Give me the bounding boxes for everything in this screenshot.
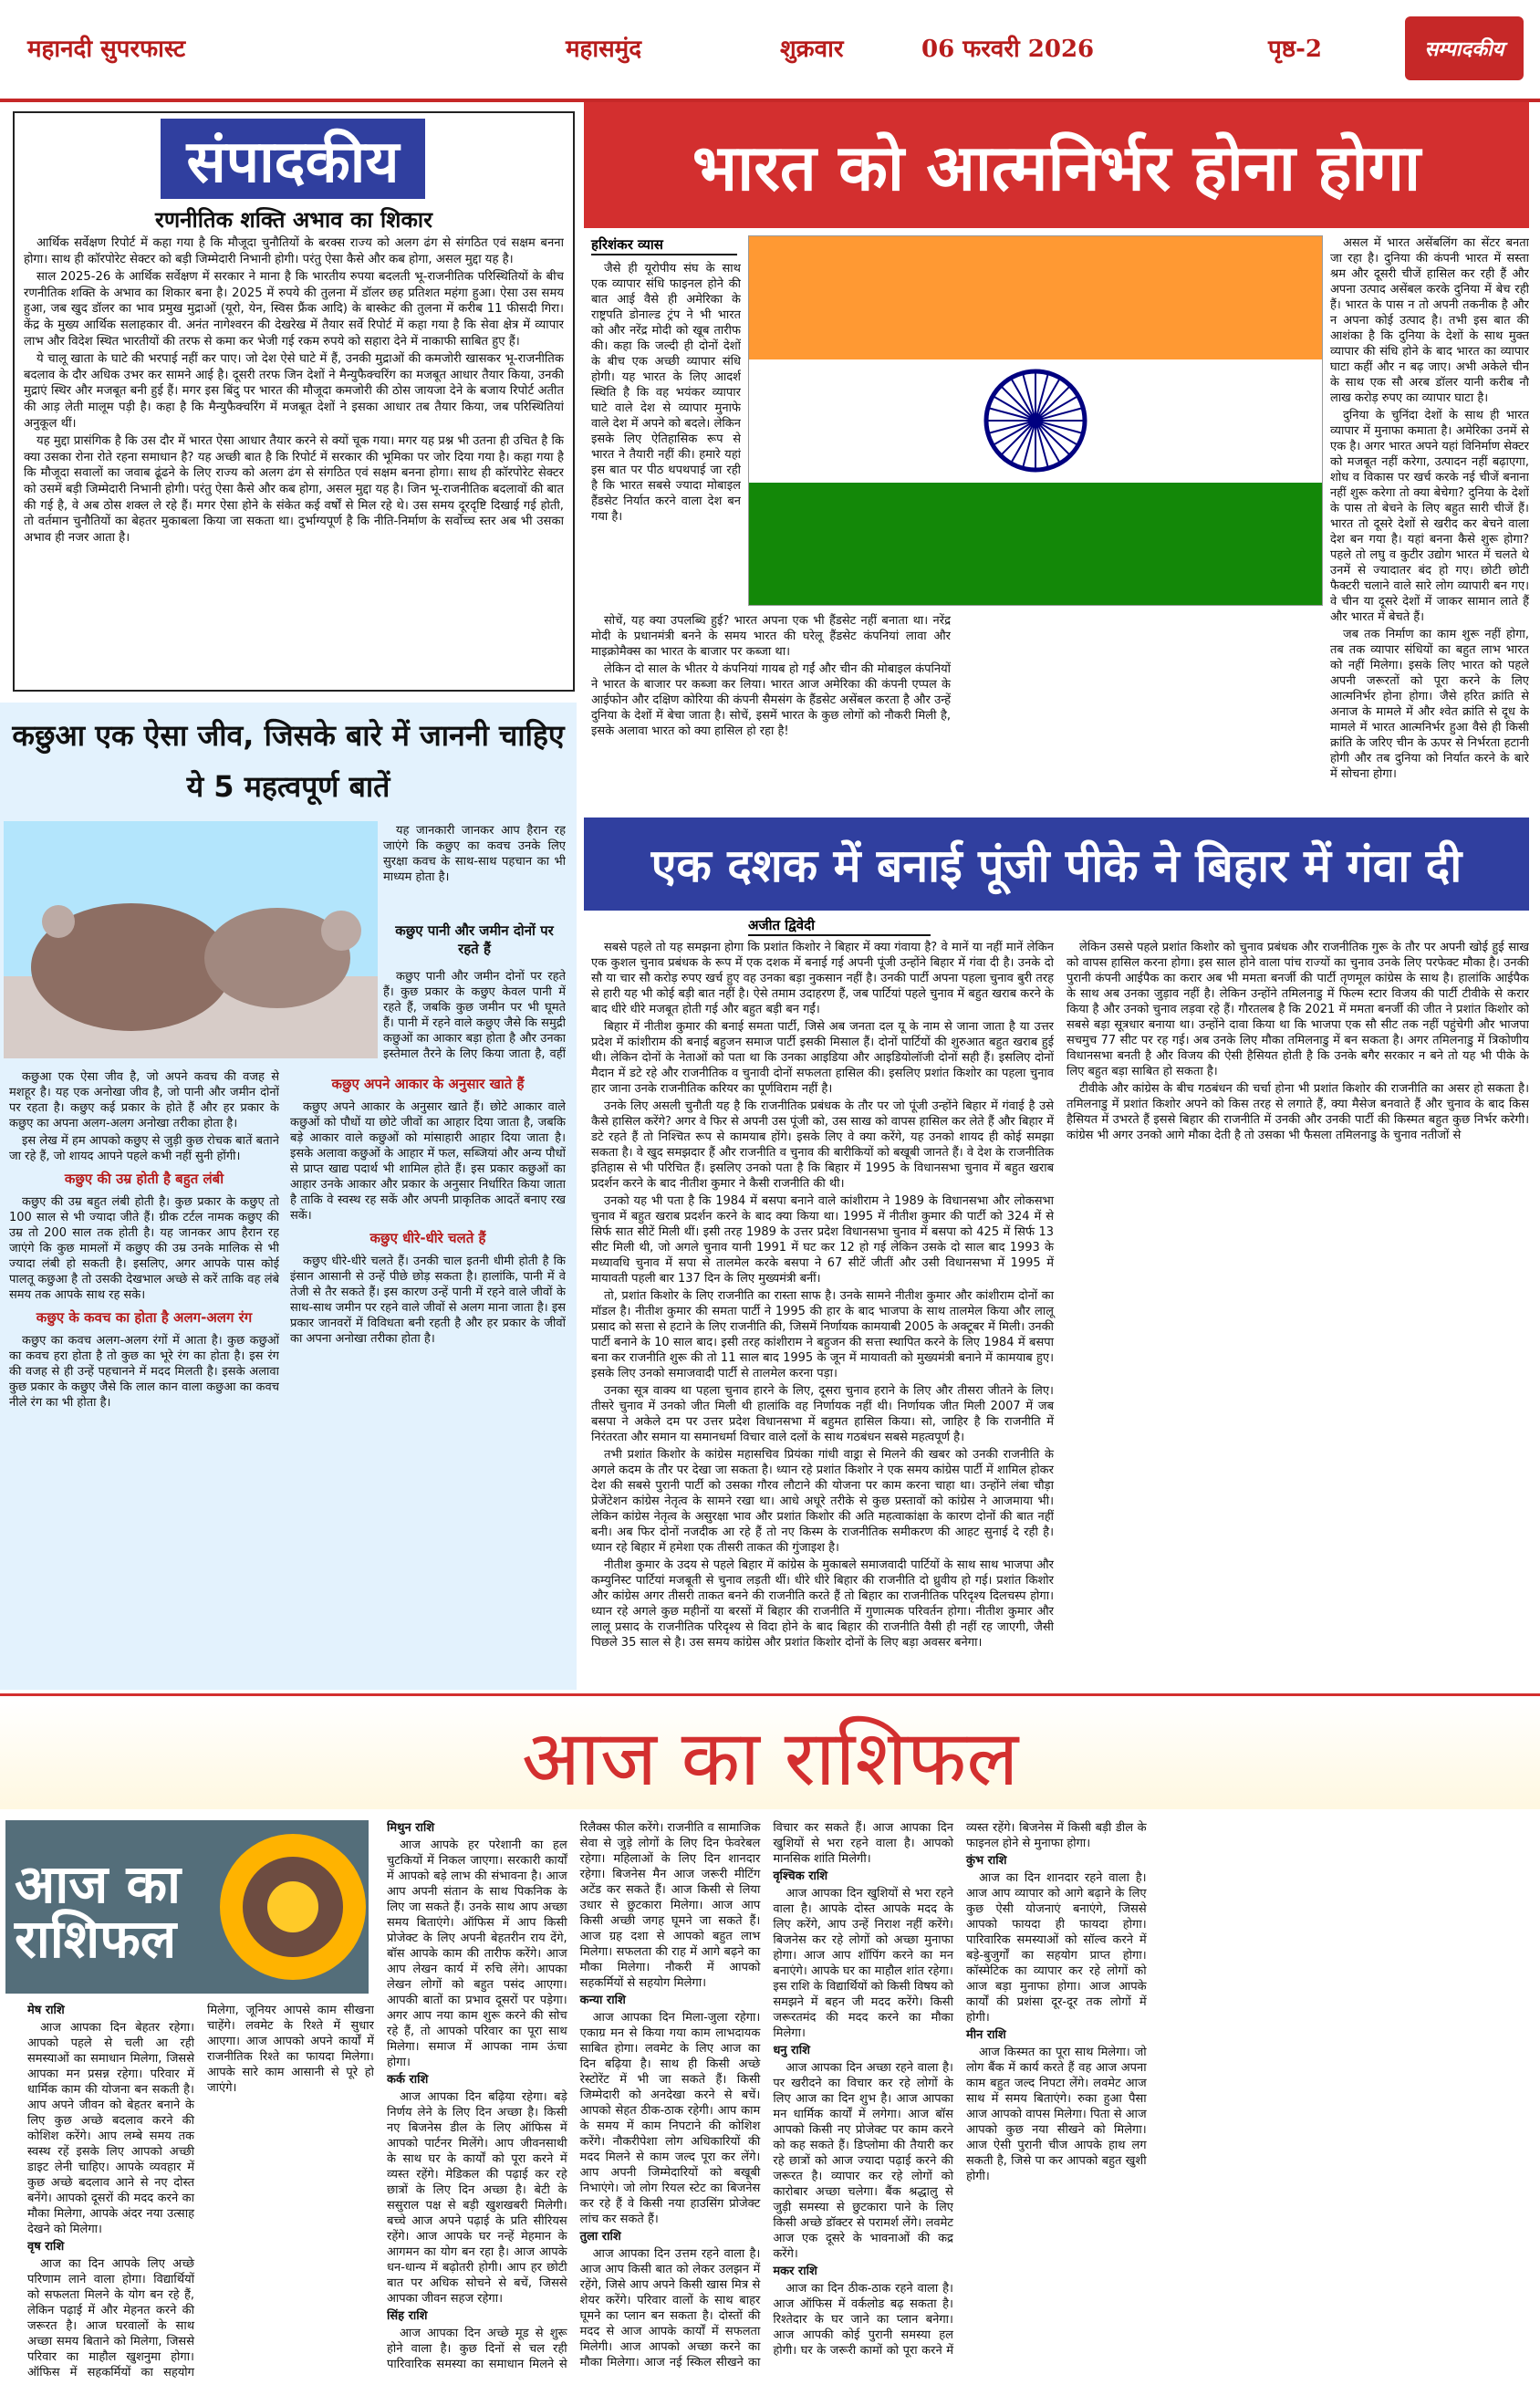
main-paragraph: जैसे ही यूरोपीय संघ के साथ एक व्यापार संधि फाइनल होने की बात आई वैसे ही अमेरिका के राष्ट्रपति डोनाल्ड ट्रंप ने भी भारत को और नरेंद्र मोदी को खूब तारीफ की। कहा कि जल्दी ही दोनों देशों के बीच एक अच्छी व्यापार संधि होगी। यह भारत के लिए आदर्श स्थिति है कि वह भयंकर व्यापार घाटे वाले देश से व्यापार मुनाफे वाले देश में अपने को बदले। लेकिन इसके लिए ऐतिहासिक रूप से भारत ने तैयारी नहीं की। हमारे यहां इस बात पर पीठ थपथपाई जा रही है कि भारत सबसे ज्यादा मोबाइल हैंडसेट निर्यात करने वाला देश बन गया है। xyxy=(591,262,741,524)
horoscope-image xyxy=(5,1820,369,1994)
main-paragraph: असल में भारत असेंबलिंग का सेंटर बनता जा रहा है। दुनिया की कंपनी भारत में सस्ता श्रम और दूसरी चीजें हासिल कर रही हैं और अपना उत्पाद असेंबल करके दुनिया में बेच रही हैं। भारत के पास न तो अपनी तकनीक है और न अपना कोई उत्पाद है। तभी इस बात की आशंका है कि दुनिया के देशों के साथ मुक्त व्यापार की संधि होने के बाद भारत का व्यापार घाटा कहीं और न बढ़ जाए। अभी अकेले चीन के साथ एक सौ अरब डॉलर यानी करीब नौ लाख करोड़ रुपए का व्यापार घाटा है। xyxy=(1330,236,1529,405)
section-logo xyxy=(1405,16,1524,80)
rashi-name: मिथुन राशि xyxy=(387,1821,435,1835)
city: महासमुंद xyxy=(566,36,642,63)
turtle-paragraph: इस लेख में हम आपको कछुए से जुड़ी कुछ रोचक बातें बताने जा रहे हैं, जो शायद आपने पहले कभी नहीं सुनी होंगी। xyxy=(9,1134,279,1163)
pk-paragraph: उनके लिए असली चुनौती यह है कि राजनीतिक प्रबंधक के तौर पर जो पूंजी उन्होंने बिहार में गंवाई है उसे कैसे हासिल करेंगे? अगर वे फिर से अपनी उस पूंजी को, उस साख को वापस हासिल कर लेते हैं और बिहार में डटे रहते हैं तो निश्चित रूप से कामयाब होंगे। इसके लिए वे क्या करेंगे, यह उनको शायद ही कोई समझा सकता है। वे खुद समझदार हैं और राजनीति व चुनाव की बारीकियों को बखूबी जानते हैं। वे देश के राजनीतिक इतिहास से भी परिचित हैं। इसलिए उनको पता है कि बिहार में 1995 के विधानसभा चुनाव में बहुत खराब प्रदर्शन करने के बाद नीतीश कुमार ने कैसी राजनीति की थी। xyxy=(591,1099,1054,1191)
turtle-section-heading: कछुए पानी और जमीन दोनों पर रहते हैं xyxy=(395,922,554,957)
pk-paragraph: टीवीके और कांग्रेस के बीच गठबंधन की चर्चा होना भी प्रशांत किशोर की राजनीति का असर हो सकता है। तमिलनाडु में प्रशांत किशोर अपने को किस तरह से लगाते हैं, क्या मैसेज बनवाते हैं और चुनाव के बाद किस हैसियत में उभरते हैं इससे बिहार की राजनीति में उनकी और उनकी पार्टी की किस्मत बहुत कुछ निर्भर करेगी। कांग्रेस भी अगर उनको आगे मौका देती है तो उसका भी फैसला तमिलनाडु के चुनाव नतीजों से xyxy=(1067,1082,1529,1142)
turtle-section-heading: कछुए धीरे-धीरे चलते हैं xyxy=(369,1230,486,1246)
ashoka-chakra-icon xyxy=(981,366,1090,475)
turtle-section-heading: कछुए के कवच का होता है अलग-अलग रंग xyxy=(36,1309,253,1326)
turtle-section-heading: कछुए की उम्र होती है बहुत लंबी xyxy=(64,1171,224,1187)
indian-flag-image xyxy=(748,235,1323,606)
pk-paragraph: बिहार में नीतीश कुमार की बनाई समता पार्टी, जिसे अब जनता दल यू के नाम से जाना जाता है या उत्तर प्रदेश में कांशीराम की बनाई बहुजन समाज पार्टी इसकी मिसाल हैं। दोनों पार्टियों की शुरुआत बहुत खराब हुई थी। लेकिन दोनों के नेताओं को पता था कि उनका आइडिया और आइडियोलॉजी दोनों सही हैं। इसलिए दोनों मैदान में डटे रहे और राजनीतिक व चुनावी दोनों सफलता हासिल की। इसलिए प्रशांत किशोर का पहला चुनाव हार जाना उनके राजनीतिक करियर का पूर्णविराम नहीं है। xyxy=(591,1020,1054,1096)
main-headline: भारत को आत्मनिर्भर होना होगा xyxy=(584,102,1529,228)
rashi-text: आज का दिन ठीक-ठाक रहने वाला है। आज ऑफिस में वर्कलोड बढ़ सकता है। रिश्तेदार के घर जाने का प्लान बनेगा। आज आपकी कोई पुरानी समस्या हल होगी। घर के जरूरी कामों को पूरा करने में व्यस्त रहेंगे। बिजनेस में किसी बड़ी डील के फाइनल होने से मुनाफा होगा। xyxy=(773,1821,1147,2358)
turtle-section-paragraph: कछुए अपने आकार के अनुसार खाते हैं। छोटे आकार वाले कछुओं को पौधों या छोटे जीवों का आहार दिया जाता है, जबकि बड़े आकार वाले कछुओं को मांसाहारी आहार दिया जाता है। इसके अलावा कछुओं के आहार में फल, सब्जियां और अन्य पौधों से प्राप्त खाद्य पदार्थ भी शामिल होते हैं। इस प्रकार कछुओं का आहार उनके आकार और प्रकार के अनुसार निर्धारित किया जाता है ताकि वे स्वस्थ रह सकें और अपनी प्राकृतिक आदतें बनाए रख सकें। xyxy=(290,1100,566,1223)
rashi-name: मीन राशि xyxy=(965,2028,1006,2042)
turtle-section-heading: कछुए अपने आकार के अनुसार खाते हैं xyxy=(331,1076,525,1092)
turtle-section-paragraph: कछुए की उम्र बहुत लंबी होती है। कुछ प्रकार के कछुए तो 100 साल से भी ज्यादा जीते हैं। ग्रीक टर्टल नामक कछुए की उम्र तो 200 साल तक होती है। यह जानकर आप हैरान रह जाएंगे कि कुछ मामलों में कछुए की उम्र उनके मालिक से भी ज्यादा लंबी हो सकती है। इसलिए, अगर आपके पास कोई पालतू कछुआ है तो उसकी देखभाल अच्छे से करें ताकि वह लंबे समय तक आपके साथ रह सके। xyxy=(9,1195,279,1302)
main-article-col-right xyxy=(1330,235,1529,812)
editorial-paragraph: आर्थिक सर्वेक्षण रिपोर्ट में कहा गया है कि मौजूदा चुनौतियों के बरक्स राज्य को अलग ढंग से संगठित एवं सक्षम बनना होगा। साथ ही कॉरपोरेट सेक्टर को बड़ी जिम्मेदारी निभानी होगी। परंतु ऐसा कैसे और कब होगा, असल मुद्दा यह है। xyxy=(24,236,564,266)
day: शुक्रवार xyxy=(780,36,844,63)
turtle-section-paragraph: कछुए पानी और जमीन दोनों पर रहते हैं। कुछ प्रकार के कछुए केवल पानी में रहते हैं, जबकि कुछ जमीन पर भी घूमते हैं। पानी में रहने वाले कछुए जैसे कि समुद्री कछुओं का आकार बड़ा होता है और उनका इस्तेमाल तैरने के लिए किया जाता है, वहीं xyxy=(383,970,566,1061)
pk-article-body xyxy=(591,940,1529,1682)
turtle-photo xyxy=(4,821,378,1058)
editorial-paragraph: यह मुद्दा प्रासंगिक है कि उस दौर में भारत ऐसा आधार तैयार करने से क्यों चूक गया। मगर यह प्रश्न भी उतना ही उचित है कि क्या उसका रोना रोते रहना समाधान है? यह अच्छी बात है कि रिपोर्ट में सरकार की भूमिका पर जोर दिया गया है। कहा गया है कि मौजूदा सवालों का जवाब ढूंढने के लिए राज्य को अलग ढंग से संगठित एवं सक्षम बनना होगा। साथ ही कॉरपोरेट सेक्टर को उसमें बड़ी जिम्मेदारी निभानी होगी। परंतु ऐसा कैसे और कब होगा, असल मुद्दा यह है। जिन भू-राजनीतिक बदलावों की बात की गई है, वे अब ठोस शक्ल ले रहे हैं। मगर ऐसा होने के संकेत कई वर्षों से मिल रहे थे। उस समय दूरदृष्टि दिखाई गई होती, तो वर्तमान चुनौतियों का बेहतर मुकाबला किया जा सकता था। दुर्भाग्यपूर्ण है कि नीति-निर्माण के सर्वोच्च स्तर अब भी उसका अभाव ही नजर आता है। xyxy=(24,434,564,545)
main-paragraph: दुनिया के चुनिंदा देशों के साथ ही भारत व्यापार में मुनाफा कमाता है। अमेरिका उनमें से एक है। अगर भारत अपने यहां विनिर्माण सेक्टर को मजबूत नहीं करेगा, उत्पादन नहीं बढ़ाएगा, शोध व विकास पर खर्च करके नई चीजें बनाना नहीं शुरू करेगा तो क्या बेचेगा? दुनिया के देशों के पास तो बेचने के लिए बहुत सारी चीजें हैं। भारत तो दूसरे देशों से खरीद कर बेचने वाला देश बन गया है। यहां बनना कैसे शुरू होगा? पहले तो लघु व कुटीर उद्योग भारत में चलते थे उनमें से ज्यादातर बंद हो गए। छोटी छोटी फैक्टरी चलाने वाले सारे लोग व्यापारी बन गए। वे चीन या दूसरे देशों में जाकर सामान लाते हैं और भारत में बेचते हैं। xyxy=(1330,409,1529,624)
main-byline: हरिशंकर व्यास xyxy=(591,235,737,255)
flag-green-band xyxy=(749,483,1322,605)
editorial-box xyxy=(13,111,575,692)
rashi-name: सिंह राशि xyxy=(387,2309,428,2323)
rashi-text: आज आपका दिन बेहतर रहेगा। आपको पहले से चली आ रही समस्याओं का समाधान मिलेगा, जिससे आपका मन प्रसन्न रहेगा। परिवार में धार्मिक काम की योजना बन सकती है। आप अपने जीवन को बेहतर बनाने के लिए कुछ अच्छे बदलाव करने की कोशिश करेंगे। आप लम्बे समय तक स्वस्थ रहें इसके लिए आपको अच्छी डाइट लेनी चाहिए। आपके व्यवहार में कुछ अच्छे बदलाव आने से नए दोस्त बनेंगे। आपको दूसरों की मदद करने का मौका मिलेगा, आपके अंदर नया उत्साह देखने को मिलेगा। xyxy=(27,2021,194,2236)
turtle-right-column xyxy=(290,1069,566,1668)
rashi-text: आज आपका दिन अच्छे मूड से शुरू होने वाला है। कुछ दिनों से चल रही पारिवारिक समस्या का समाधान मिलने से रिलैक्स फील करेंगे। राजनीति व सामाजिक सेवा से जुड़े लोगों के लिए दिन फेवरेबल रहेगा। महिलाओं के लिए दिन शानदार रहेगा। बिजनेस मैन आज जरूरी मीटिंग अटेंड कर सकते हैं। आज किसी से लिया उधार से छुटकारा मिलेगा। आज आप किसी अच्छी जगह घूमने जा सकते हैं। आज ग्रह दशा से आपको बहुत लाभ मिलेगा। सफलता की राह में आगे बढ़ने का मौका मिलेगा। नौकरी में आपको सहकर्मियों से सहयोग मिलेगा। xyxy=(387,1821,761,2371)
horoscope-image-caption: आज का राशिफल xyxy=(15,1853,182,1970)
page-number: पृष्ठ-2 xyxy=(1268,36,1322,63)
flag-saffron-band xyxy=(749,236,1322,359)
rashi-name: मेष राशि xyxy=(27,2004,65,2017)
rashi-text: आज आपका दिन उत्तम रहने वाला है। आज आप किसी बात को लेकर उलझन में रहेंगे, जिसे आप अपने किसी खास मित्र से शेयर करेंगे। परिवार वालों के साथ बाहर घूमने का प्लान बन सकता है। दोस्तों की मदद से आज आपके कार्यों में सफलता मिलेगी। आज आपको अच्छा करने का मौका मिलेगा। आज नई स्किल सीखने का विचार कर सकते हैं। आज आपका दिन खुशियों से भरा रहने वाला है। आपको मानसिक शांति मिलेगी। xyxy=(579,1821,953,2369)
rashi-text: आज का दिन शानदार रहने वाला है। आज आप व्यापार को आगे बढ़ाने के लिए कुछ ऐसी योजनाएं बनाएंगे, जिससे आपको फायदा ही फायदा होगा। पारिवारिक समस्याओं को सॉल्व करने में बड़े-बुजुर्गों का सहयोग प्राप्त होगा। कॉस्मेटिक का व्यापार कर रहे लोगों को आज बड़ा मुनाफा होगा। आज आपके कार्यों की प्रशंसा दूर-दूर तक लोगों में होगी। xyxy=(965,1871,1147,2025)
main-paragraph: जब तक निर्माण का काम शुरू नहीं होगा, तब तक व्यापार संधियों का बहुत लाभ भारत को नहीं मिलेगा। इसके लिए भारत को पहले अपनी जरूरतों को पूरा करने के लिए आत्मनिर्भर होना होगा। जैसे हरित क्रांति से अनाज के मामले में और श्वेत क्रांति से दूध के मामले में भारत आत्मनिर्भर हुआ वैसे ही किसी क्रांति के जरिए चीन के ऊपर से निर्भरता हटानी होगी और तब दुनिया को निर्यात करने के बारे में सोचना होगा। xyxy=(1330,628,1529,781)
editorial-paragraph: साल 2025-26 के आर्थिक सर्वेक्षण में सरकार ने माना है कि भारतीय रुपया बदलती भू-राजनीतिक परिस्थितियों के बीच रणनीतिक शक्ति के अभाव का शिकार बना है। 2025 में रुपये की तुलना में डॉलर छह प्रतिशत महंगा हुआ। ऐसा उस समय हुआ, जब खुद डॉलर का भाव प्रमुख मुद्राओं (यूरो, येन, स्विस फ्रैंक आदि) के बास्केट की तुलना में करीब 11 फीसदी गिरा। केंद्र के मुख्य आर्थिक सलाहकार वी. अनंत नागेश्वरन की देखरेख में तैयार सर्वे रिपोर्ट में कहा गया है कि सेवा क्षेत्र में व्यापार लाभ और विदेश स्थित भारतीयों की तरफ से कमा कर भेजी गई रकम रुपये को सहारा देने में नाकाफी साबित हुए हैं। xyxy=(24,270,564,349)
rashi-name: कर्क राशि xyxy=(387,2073,429,2087)
pk-paragraph: तभी प्रशांत किशोर के कांग्रेस महासचिव प्रियंका गांधी वाड्रा से मिलने की खबर को उनकी राजनीति के अगले कदम के तौर पर देखा जा सकता है। ध्यान रहे प्रशांत किशोर ने एक समय कांग्रेस पार्टी में शामिल होकर देश की सबसे पुरानी पार्टी को उसका गौरव लौटाने की योजना पर काम करना चाहा था। उन्होंने लंबा चौड़ा प्रेजेंटेशन कांग्रेस नेतृत्व के सामने रखा था। आधे अधूरे तरीके से कुछ प्रस्तावों को कांग्रेस ने आजमाया भी। लेकिन कांग्रेस नेतृत्व के असुरक्षा भाव और प्रशांत किशोर की अति महत्वाकांक्षा के कारण दोनों की बात नहीं बनी। अब फिर दोनों नजदीक आ रहे हैं तो नए किस्म के राजनीतिक समीकरण की आहट सुनाई दे रही है। ध्यान रहे बिहार में हमेशा एक तीसरी ताकत की गुंजाइश है। xyxy=(591,1448,1054,1555)
editorial-heading: संपादकीय xyxy=(161,119,425,199)
editorial-subtitle: रणनीतिक शक्ति अभाव का शिकार xyxy=(155,207,432,233)
rashi-name: वृश्चिक राशि xyxy=(773,1869,828,1883)
main-article-col-center xyxy=(591,613,1323,812)
editorial-body xyxy=(24,235,564,686)
turtle-intro-text: यह जानकारी जानकर आप हैरान रह जाएंगे कि कछुए का कवच उनके लिए सुरक्षा कवच के साथ-साथ पहचान का भी माध्यम होता है। xyxy=(383,824,566,884)
turtle-section-paragraph: कछुए धीरे-धीरे चलते हैं। उनकी चाल इतनी धीमी होती है कि इंसान आसानी से उन्हें पीछे छोड़ सकता है। हालांकि, पानी में वे तेजी से तैर सकते हैं। इस कारण उन्हें पानी में रहने वाले जीवों के साथ-साथ जमीन पर रहने वाले जीवों से अलग माना जाता है। इस प्रकार जानवरों में विविधता बनी रहती है और हर प्रकार के जीवों का अपना अनोखा तरीका होता है। xyxy=(290,1255,566,1346)
horoscope-banner: आज का राशिफल xyxy=(0,1700,1540,1809)
rashi-text: आज आपका दिन बढ़िया रहेगा। बड़े निर्णय लेने के लिए दिन अच्छा है। किसी नए बिजनेस डील के लिए ऑफिस में आपको पार्टनर मिलेंगे। आप जीवनसाथी के साथ घर के कार्यों को पूरा करने में व्यस्त रहेंगे। मेडिकल की पढ़ाई कर रहे छात्रों के लिए दिन अच्छा है। बेटी के ससुराल पक्ष से बड़ी खुशखबरी मिलेगी। बच्चे आज अपने पढ़ाई के प्रति सीरियस रहेंगे। आज आपके घर नन्हें मेहमान के आगमन का योग बन रहा है। आज आपके धन-धान्य में बढ़ोतरी होगी। आप हर छोटी बात पर अधिक सोचने से बचें, जिससे आपका जीवन सहज रहेगा। xyxy=(387,2090,567,2306)
section-logo-text: सम्पादकीय xyxy=(1424,37,1504,61)
rashi-name: मकर राशि xyxy=(773,2265,817,2278)
turtle-section-paragraph: कछुए का कवच अलग-अलग रंगों में आता है। कुछ कछुओं का कवच हरा होता है तो कुछ का भूरे रंग का होता है। इस रंग की वजह से ही उन्हें पहचानने में मदद मिलती है। इसके अलावा कुछ प्रकार के कछुए जैसे कि लाल कान वाला कछुआ का कवच नीले रंग का भी होता है। xyxy=(9,1334,279,1410)
turtle-paragraph: कछुआ एक ऐसा जीव है, जो अपने कवच की वजह से मशहूर है। यह एक अनोखा जीव है, जो पानी और जमीन दोनों पर रहता है। कछुए कई प्रकार के होते हैं और हर प्रकार के कछुए का अपना अलग-अलग अनोखा तरीका होता है। xyxy=(9,1070,279,1130)
pk-paragraph: उनको यह भी पता है कि 1984 में बसपा बनाने वाले कांशीराम ने 1989 के विधानसभा और लोकसभा चुनाव में बहुत खराब प्रदर्शन करने के बाद क्या किया था। 1995 में नीतीश कुमार की पार्टी को 324 में से सिर्फ सात सीटें मिली थीं। इसी तरह 1989 के उत्तर प्रदेश विधानसभा चुनाव में बसपा को 425 में सिर्फ 13 सीट मिली थी, जो अगले चुनाव यानी 1991 में घट कर 12 हो गई लेकिन उसके दो साल बाद 1993 के मध्यावधि चुनाव में सपा से तालमेल करके बसपा ने 67 सीटें जीतीं और उसी विधानसभा में 1995 में मायावती पहली बार 137 दिन के लिए मुख्यमंत्री बनीं। xyxy=(591,1194,1054,1286)
turtle-section-text xyxy=(383,969,566,1066)
horoscope-section xyxy=(0,1693,1540,2385)
main-paragraph: सोचें, यह क्या उपलब्धि हुई? भारत अपना एक भी हैंडसेट नहीं बनाता था। नरेंद्र मोदी के प्रधानमंत्री बनने के समय भारत की घरेलू हैंडसेट कंपनियां लावा और माइक्रोमैक्स का भारत के बाजार पर कब्जा था। xyxy=(591,614,951,659)
pk-headline: एक दशक में बनाई पूंजी पीके ने बिहार में गंवा दी xyxy=(584,818,1529,911)
horoscope-col-b xyxy=(387,1820,1533,2380)
editorial-paragraph: ये चालू खाता के घाटे की भरपाई नहीं कर पाए। जो देश ऐसे घाटे में हैं, उनकी मुद्राओं की कमजोरी खासकर भू-राजनीतिक बदलाव के दौर अधिक उभर कर सामने आई है। दूसरी तरफ जिन देशों ने मैन्युफैक्चरिंग का मजबूत आधार तैयार किया, उनकी मुद्राएं स्थिर और मजबूत बनी हुई हैं। मगर इस बिंदु पर भारत की मौजूदा कमजोरी की ठोस जायजा देने के बजाय रिपोर्ट अतीत की आड़ लेती मालूम पड़ी है। कहा है कि मैन्युफैक्चरिंग में मजबूत देशों ने इसका आधार तब तैयार किया, जब परिस्थितियां अनुकूल थीं। xyxy=(24,352,564,431)
rashi-text: आज आपका दिन खुशियों से भरा रहने वाला है। आपके दोस्त आपके मदद के लिए करेंगे, आप उन्हें निराश नहीं करेंगे। बिजनेस कर रहे लोगों को अच्छा मुनाफा होगा। आज आप शॉपिंग करने का मन बनाएंगे। आपके घर का माहौल शांत रहेगा। इस राशि के विद्यार्थियों को किसी विषय को समझने में बहन जी मदद करेंगे। किसी जरूरतमंद की मदद करने का मौका मिलेगा। xyxy=(773,1887,953,2040)
main-article-col-left xyxy=(591,261,741,613)
pk-paragraph: नीतीश कुमार के उदय से पहले बिहार में कांग्रेस के मुकाबले समाजवादी पार्टियों के साथ साथ भाजपा और कम्युनिस्ट पार्टियां मजबूती से चुनाव लड़ती थीं। धीरे धीरे बिहार की राजनीति दो ध्रुवीय हो गई। प्रशांत किशोर और कांग्रेस अगर तीसरी ताकत बनने की राजनीति करते हैं तो बिहार का राजनीतिक परिदृश्य दिलचस्प होगा। ध्यान रहे अगले कुछ महीनों या बरसों में बिहार की राजनीति में गुणात्मक परिवर्तन होगा। नीतीश कुमार और लालू प्रसाद के राजनीतिक परिदृश्य से विदा होने के बाद बिहार की राजनीति वैसी ही नहीं रह जाएगी, जैसी पिछले 35 साल से है। उस समय कांग्रेस और प्रशांत किशोर दोनों के लिए बड़ा अवसर बनेगा। xyxy=(591,1558,1054,1650)
rashi-name: तुला राशि xyxy=(579,2230,621,2244)
rashi-name: कन्या राशि xyxy=(579,1994,626,2007)
pk-paragraph: तो, प्रशांत किशोर के लिए राजनीति का रास्ता साफ है। उनके सामने नीतीश कुमार और कांशीराम दोनों का मॉडल है। नीतीश कुमार की समता पार्टी ने 1995 की हार के बाद भाजपा के साथ तालमेल किया और लालू प्रसाद को सत्ता से हटाने के लिए राजनीति की, जिसमें निर्णायक कामयाबी 2005 के अक्टूबर में मिली। उनकी पार्टी बनाने के 10 साल बाद। इसी तरह कांशीराम ने बहुजन की सत्ता स्थापित करने के लिए 1984 में बसपा बना कर राजनीति शुरू की तो 11 साल बाद 1995 के जून में मायावती को मुख्यमंत्री बनाने में कामयाब हुए। इसके लिए उनको समाजवादी पार्टी से तालमेल करना पड़ा। xyxy=(591,1289,1054,1380)
rashi-name: कुंभ राशि xyxy=(965,1854,1007,1868)
rashi-name: वृष राशि xyxy=(27,2240,65,2254)
turtle-left-column xyxy=(9,1069,279,1668)
date: 06 फरवरी 2026 xyxy=(921,36,1095,63)
turtle-headline: कछुआ एक ऐसा जीव, जिसके बारे में जाननी चाहिए ये 5 महत्वपूर्ण बातें xyxy=(12,718,565,804)
main-paragraph: लेकिन दो साल के भीतर ये कंपनियां गायब हो गईं और चीन की मोबाइल कंपनियों ने भारत के बाजार पर कब्जा कर लिया। भारत आज अमेरिका की कंपनी एप्पल के आईफोन और दक्षिण कोरिया की कंपनी सैमसंग के हैंडसेट असेंबल करता है और उन्हें दुनिया के देशों में बेचा जाता है। सोचें, इसमें भारत के कुछ लोगों को नौकरी मिली है, इसके अलावा भारत को क्या हासिल हो रहा है! xyxy=(591,662,951,738)
rashi-name: धनु राशि xyxy=(773,2044,810,2057)
pk-paragraph: उनका सूत्र वाक्य था पहला चुनाव हारने के लिए, दूसरा चुनाव हराने के लिए और तीसरा जीतने के लिए। तीसरे चुनाव में उनको जीत मिली थी हालांकि वह निर्णायक नहीं थी। निर्णायक जीत मिली 2007 में जब बसपा ने अकेले दम पर उत्तर प्रदेश विधानसभा में बहुमत हासिल किया। सो, जाहिर है कि राजनीति में निरंतरता और समान या समानधर्मा विचार वाले दलों के साथ गठबंधन सबसे महत्वपूर्ण है। xyxy=(591,1384,1054,1444)
horoscope-col-a xyxy=(27,2003,374,2380)
pk-byline: अजीत द्विवेदी xyxy=(748,916,931,936)
turtle-article xyxy=(0,703,577,1690)
pk-paragraph: सबसे पहले तो यह समझना होगा कि प्रशांत किशोर ने बिहार में क्या गंवाया है? वे मानें या नहीं मानें लेकिन एक कुशल चुनाव प्रबंधक के रूप में एक दशक में बनाई गई अपनी पूंजी उन्होंने बिहार में गंवा दी है। उनके दो सौ या चार सौ करोड़ रुपए खर्च हुए वह उनका बड़ा नुकसान नहीं है। उनकी पार्टी अपना पहला चुनाव बुरी तरह से हारी यह भी कोई बड़ी बात नहीं है। ऐसे तमाम उदाहरण हैं, जब पार्टियां पहले चुनाव में बहुत खराब करने के बाद धीरे धीरे मजबूत होती गई और बहुत बड़ी बन गईं। xyxy=(591,941,1054,1016)
rashi-text: आज किस्मत का पूरा साथ मिलेगा। जो लोग बैंक में कार्य करते हैं वह आज अपना काम बहुत जल्द निपटा लेंगे। लवमेट आज साथ में समय बिताएंगे। रुका हुआ पैसा आज आपको वापस मिलेगा। पिता से आज आपको कुछ नया सीखने को मिलेगा। आज ऐसी पुरानी चीज आपके हाथ लग सकती है, जिसे पा कर आपको बहुत खुशी होगी। xyxy=(965,2046,1147,2183)
turtle-intro xyxy=(383,823,566,914)
pk-paragraph: लेकिन उससे पहले प्रशांत किशोर को चुनाव प्रबंधक और राजनीतिक गुरू के तौर पर अपनी खोई हुई साख को वापस हासिल करना होगा। इस साल होने वाला पांच राज्यों का चुनाव उनके लिए परफेक्ट मौका है। उनकी पुरानी कंपनी आईपैक का करार अब भी ममता बनर्जी की पार्टी तृणमूल कांग्रेस के साथ है। हालांकि आईपैक के साथ अब उनका जुड़ाव नहीं है। लेकिन उन्होंने तमिलनाडु में फिल्म स्टार विजय की पार्टी टीवीके से करार किया है और उनको चुनाव लड़वा रहे हैं। गौरतलब है कि 2021 में ममता बनर्जी की जीत ने प्रशांत किशोर को सबसे बड़ा सूत्रधार बनाया था। उन्होंने दावा किया था कि भाजपा एक सौ सीट तक नहीं पहुंचेगी और भाजपा सचमुच 77 सीट पर रह गई। अब उनके लिए मौका तमिलनाडु में बन सकता है। अगर तमिलनाडु में त्रिकोणीय विधानसभा बनती है और विजय की ऐसी हैसियत होती है कि उनके बगैर सरकार न बने तो यह भी पीके के लिए बहुत बड़ा साबित हो सकता है। xyxy=(1067,941,1529,1078)
masthead xyxy=(0,0,1540,102)
rashi-text: आज का दिन आपके लिए अच्छे परिणाम लाने वाला होगा। विद्यार्थियों को सफलता मिलने के योग बन रहे हैं, लेकिन पढ़ाई में और मेहनत करने की जरूरत है। आज घरवालों के साथ अच्छा समय बिताने को मिलेगा, जिससे परिवार का माहौल खुशनुमा होगा। ऑफिस में सहकर्मियों का सहयोग मिलेगा, जूनियर आपसे काम सीखना चाहेंगे। लवमेट के रिश्ते में सुधार आएगा। आज आपको अपने कार्यों में राजनीतिक रिश्ते का फायदा मिलेगा। आपके सारे काम आसानी से पूरे हो जाएंगे। xyxy=(27,2004,374,2380)
rashi-text: आज आपका दिन मिला-जुला रहेगा। एकाग्र मन से किया गया काम लाभदायक साबित होगा। लवमेट के लिए आज का दिन बढ़िया है। साथ ही किसी अच्छे रेस्टोरेंट में भी जा सकते हैं। किसी जिम्मेदारी को अनदेखा करने से बचें। आपको सेहत ठीक-ठाक रहेगी। आप काम के समय में काम निपटाने की कोशिश करेंगे। नौकरीपेशा लोग अधिकारियों की मदद मिलने से काम जल्द पूरा कर लेंगे। आप अपनी जिम्मेदारियों को बखूबी निभाएंगे। जो लोग रियल स्टेट का बिजनेस कर रहे हैं वे किसी नया हाउसिंग प्रोजेक्ट लांच कर सकते हैं। xyxy=(579,2011,761,2226)
paper-name: महानदी सुपरफास्ट xyxy=(27,36,186,63)
rashi-text: आज आपके हर परेशानी का हल चुटकियों में निकल जाएगा। सरकारी कार्यों में आपको बड़े लाभ की संभावना है। आज आप अपनी संतान के साथ पिकनिक के लिए जा सकते हैं। उनके साथ आप अच्छा समय बिताएंगे। ऑफिस में आप किसी प्रोजेक्ट के लिए अपनी बेहतरीन राय देंगे, बॉस आपके काम की तारीफ करेंगे। आज आप लेखन कार्य में रुचि लेंगे। आपका लेखन लोगों को बहुत पसंद आएगा। आपकी बातों का प्रभाव दूसरों पर पड़ेगा। अगर आप नया काम शुरू करने की सोच रहे हैं, तो आपको परिवार का पूरा साथ मिलेगा। समाज में आपका नाम ऊंचा होगा। xyxy=(387,1838,567,2069)
rashi-text: आज आपका दिन अच्छा रहने वाला है। पर खरीदने का विचार कर रहे लोगों के लिए आज का दिन शुभ है। आज आपका मन धार्मिक कार्यों में लगेगा। आज बॉस आपको किसी नए प्रोजेक्ट पर काम करने को कह सकते हैं। डिप्लोमा की तैयारी कर रहे छात्रों को आज ज्यादा पढ़ाई करने की जरूरत है। व्यापार कर रहे लोगों को कारोबार अच्छा चलेगा। बैंक श्रद्धालु से जुड़ी समस्या से छुटकारा पाने के लिए किसी अच्छे डॉक्टर से परामर्श लेंगे। लवमेट आज एक दूसरे के भावनाओं की कद्र करेंगे। xyxy=(773,2061,953,2261)
